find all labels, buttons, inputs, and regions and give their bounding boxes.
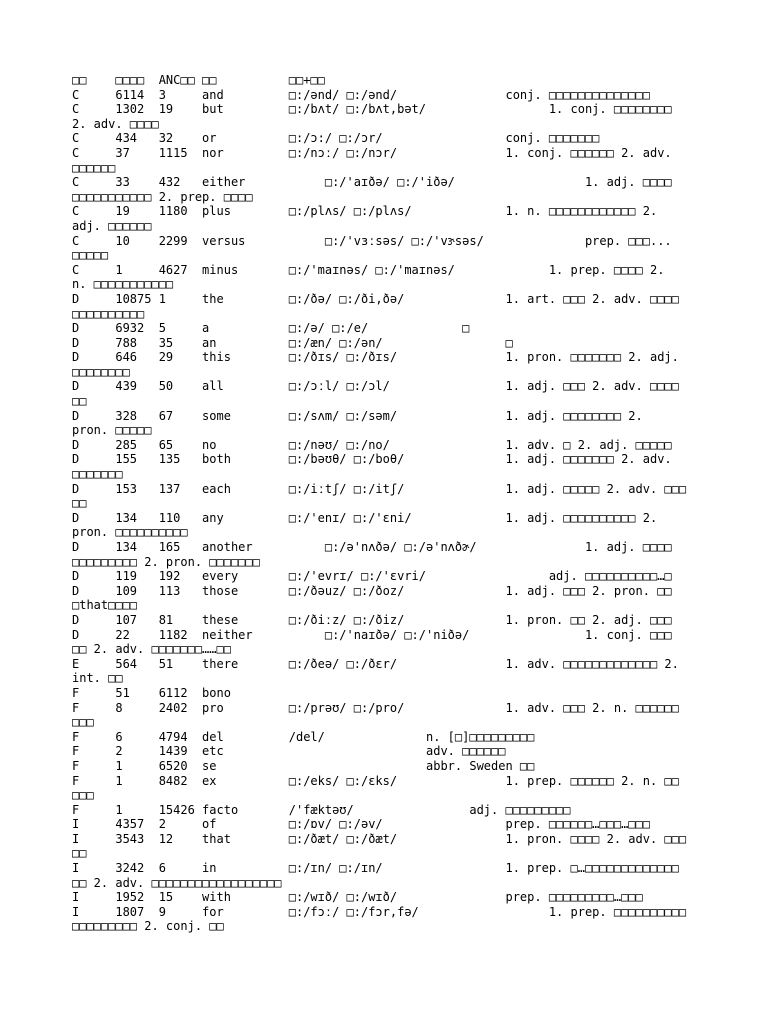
document-body — [72, 73, 712, 934]
text-line: D 119 192 every □:/'evrɪ/ □:/'ɛvri/ adj. □□□□□□□□□□…□ — [72, 569, 672, 584]
text-line: C 1 4627 minus □:/'maɪnəs/ □:/'maɪnəs/ 1. prep. □□□□ 2. — [72, 262, 665, 277]
text-line: □□ — [72, 394, 87, 409]
text-line: D 153 137 each □:/iːtʃ/ □:/itʃ/ 1. adj. □□□□□ 2. adv. □□□ — [72, 481, 687, 496]
text-line: □□□□□□□□□ 2. pron. □□□□□□□ — [72, 554, 260, 569]
text-line: F 2 1439 etc adv. □□□□□□ — [72, 744, 506, 759]
text-line: D 155 135 both □:/bəʊθ/ □:/boθ/ 1. adj. □□□□□□□ 2. adv. — [72, 452, 672, 467]
text-line: pron. □□□□□□□□□□ — [72, 525, 188, 540]
text-line: C 1302 19 but □:/bʌt/ □:/bʌt,bət/ 1. conj. □□□□□□□□ — [72, 102, 672, 117]
text-line: D 107 81 these □:/ðiːz/ □:/ðiz/ 1. pron. □□ 2. adj. □□□ — [72, 612, 672, 627]
text-line: D 6932 5 a □:/ə/ □:/e/ □ — [72, 321, 470, 336]
text-line: □□ □□□□ ANC□□ □□ □□+□□ — [72, 73, 325, 87]
text-line: □□□□□□□ — [72, 467, 123, 482]
text-line: D 328 67 some □:/sʌm/ □:/səm/ 1. adj. □□□□□□□□ 2. — [72, 408, 643, 423]
text-line: □□ 2. adv. □□□□□□□……□□ — [72, 642, 231, 657]
text-line: D 109 113 those □:/ðəuz/ □:/ðoz/ 1. adj. □□□ 2. pron. □□ — [72, 583, 672, 598]
text-line: D 22 1182 neither □:/'naɪðə/ □:/'niðə/ 1. conj. □□□ — [72, 627, 672, 642]
text-line: □□ 2. adv. □□□□□□□□□□□□□□□□□□ — [72, 875, 282, 890]
text-line: □□□□□ — [72, 248, 109, 263]
text-line: F 6 4794 del /del/ n. [□]□□□□□□□□□ — [72, 729, 535, 744]
text-line: C 19 1180 plus □:/plʌs/ □:/plʌs/ 1. n. □□□□□□□□□□□□ 2. — [72, 204, 658, 219]
text-line: C 6114 3 and □:/ənd/ □:/ənd/ conj. □□□□□□□□□□□□□□ — [72, 87, 650, 102]
text-line: I 4357 2 of □:/ɒv/ □:/əv/ prep. □□□□□□…□□□…□□□ — [72, 817, 650, 832]
text-line: D 134 110 any □:/'enɪ/ □:/'ɛni/ 1. adj. □□□□□□□□□□ 2. — [72, 510, 658, 525]
text-line: □□□□□□□□□ 2. conj. □□ — [72, 919, 224, 934]
text-line: C 434 32 or □:/ɔ:/ □:/ɔr/ conj. □□□□□□□ — [72, 131, 600, 146]
text-line: C 33 432 either □:/'aɪðə/ □:/'iðə/ 1. adj. □□□□ — [72, 175, 672, 190]
text-line: □□□ — [72, 788, 94, 803]
text-line: I 1807 9 for □:/fɔː/ □:/fɔr,fə/ 1. prep. □□□□□□□□□□ — [72, 904, 687, 919]
text-line: n. □□□□□□□□□□□ — [72, 277, 174, 292]
text-line: I 1952 15 with □:/wɪð/ □:/wɪð/ prep. □□□□□□□□□…□□□ — [72, 890, 643, 905]
text-line: C 37 1115 nor □:/nɔː/ □:/nɔr/ 1. conj. □□□□□□ 2. adv. — [72, 145, 672, 160]
text-line: F 1 6520 se abbr. Sweden □□ — [72, 758, 535, 773]
text-line: F 51 6112 bono — [72, 685, 231, 700]
text-line: D 646 29 this □:/ðɪs/ □:/ðɪs/ 1. pron. □□□□□□□ 2. adj. — [72, 350, 679, 365]
text-line: D 134 165 another □:/ə'nʌðə/ □:/ə'nʌðɚ/ 1. adj. □□□□ — [72, 540, 672, 554]
text-line: adj. □□□□□□ — [72, 218, 152, 233]
text-line: □□□□□□ — [72, 160, 116, 175]
text-line: I 3543 12 that □:/ðæt/ □:/ðæt/ 1. pron. □□□□ 2. adv. □□□ — [72, 831, 687, 846]
text-line: □□□□□□□□□□ — [72, 306, 145, 321]
text-line: □□□□□□□□□□□ 2. prep. □□□□ — [72, 189, 253, 204]
text-line: F 8 2402 pro □:/prəʊ/ □:/pro/ 1. adv. □□□ 2. n. □□□□□□ — [72, 700, 679, 715]
text-line: □□□ — [72, 715, 94, 730]
text-line: D 10875 1 the □:/ðə/ □:/ði,ðə/ 1. art. □□□ 2. adv. □□□□ — [72, 291, 679, 306]
text-line: □□□□□□□□ — [72, 364, 130, 379]
text-line: D 285 65 no □:/nəʊ/ □:/no/ 1. adv. □ 2. adj. □□□□□ — [72, 437, 672, 452]
text-line: pron. □□□□□ — [72, 423, 152, 438]
text-line: I 3242 6 in □:/ɪn/ □:/ɪn/ 1. prep. □…□□□□□□□□□□□□□ — [72, 861, 679, 876]
text-line: □□ — [72, 496, 87, 511]
text-line: D 439 50 all □:/ɔːl/ □:/ɔl/ 1. adj. □□□ 2. adv. □□□□ — [72, 379, 679, 394]
text-line: C 10 2299 versus □:/'vɜːsəs/ □:/'vɝsəs/ prep. □□□... — [72, 233, 672, 248]
text-line: D 788 35 an □:/æn/ □:/ən/ □ — [72, 335, 513, 350]
text-line: 2. adv. □□□□ — [72, 116, 159, 131]
text-line: □that□□□□ — [72, 598, 138, 613]
text-line: int. □□ — [72, 671, 123, 686]
text-line: F 1 8482 ex □:/eks/ □:/ɛks/ 1. prep. □□□□□□ 2. n. □□ — [72, 773, 679, 788]
text-line: E 564 51 there □:/ðeə/ □:/ðɛr/ 1. adv. □□□□□□□□□□□□□ 2. — [72, 656, 679, 671]
text-line: □□ — [72, 846, 87, 861]
text-line: F 1 15426 facto /'fæktəʊ/ adj. □□□□□□□□□ — [72, 802, 571, 817]
